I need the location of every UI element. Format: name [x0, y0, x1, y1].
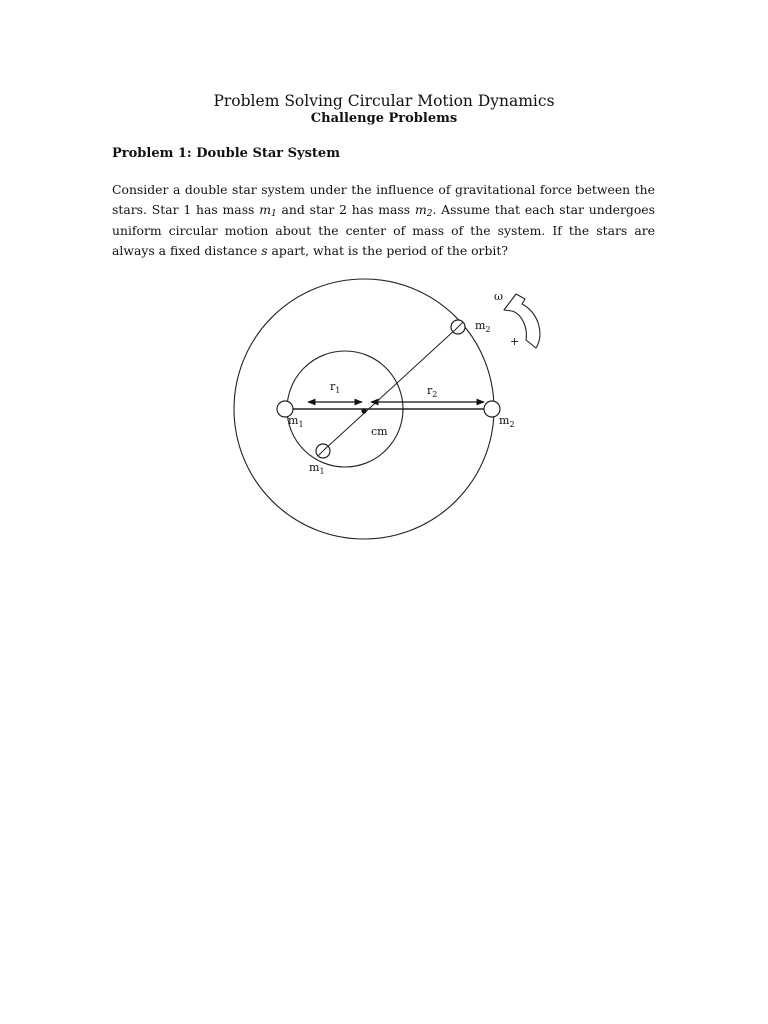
double-star-diagram — [222, 278, 562, 548]
var-s: s — [261, 242, 268, 258]
problem-text-seg1: Consider a double star system under the influence of gravitational force between the stars. Star 1 has mass — [112, 182, 655, 218]
omega-label: ω — [494, 290, 503, 303]
problem-heading: Problem 1: Double Star System — [112, 146, 340, 161]
problem-text-seg2: and star 2 has mass — [276, 202, 415, 218]
m2-right-label: $m_2$ — [499, 414, 515, 429]
page-subtitle: Challenge Problems — [310, 111, 458, 126]
star-m2-right — [484, 401, 500, 417]
r1-label: $r_1$ — [330, 380, 341, 395]
problem-text — [112, 180, 655, 261]
center-of-mass-dot — [361, 408, 366, 413]
m2-top-label: $m_2$ — [475, 319, 491, 334]
m1-bottom-label: $m_1$ — [309, 461, 325, 476]
cm-label: cm — [371, 425, 388, 438]
plus-label: + — [510, 335, 520, 348]
diagonal-axis-line — [324, 328, 457, 450]
problem-text-seg4: apart, what is the period of the orbit? — [267, 242, 508, 258]
var-m1: $m_1$ — [259, 202, 277, 220]
r2-label: $r_2$ — [427, 384, 438, 399]
page-title: Problem Solving Circular Motion Dynamics — [213, 92, 555, 110]
var-m2: $m_2$ — [414, 202, 433, 220]
problem-text-seg3: . Assume that each star undergoes uniform circular motion about the center of mass of the system. If the stars are always a fixed distance — [112, 202, 655, 258]
m1-left-label: $m_1$ — [288, 414, 304, 429]
